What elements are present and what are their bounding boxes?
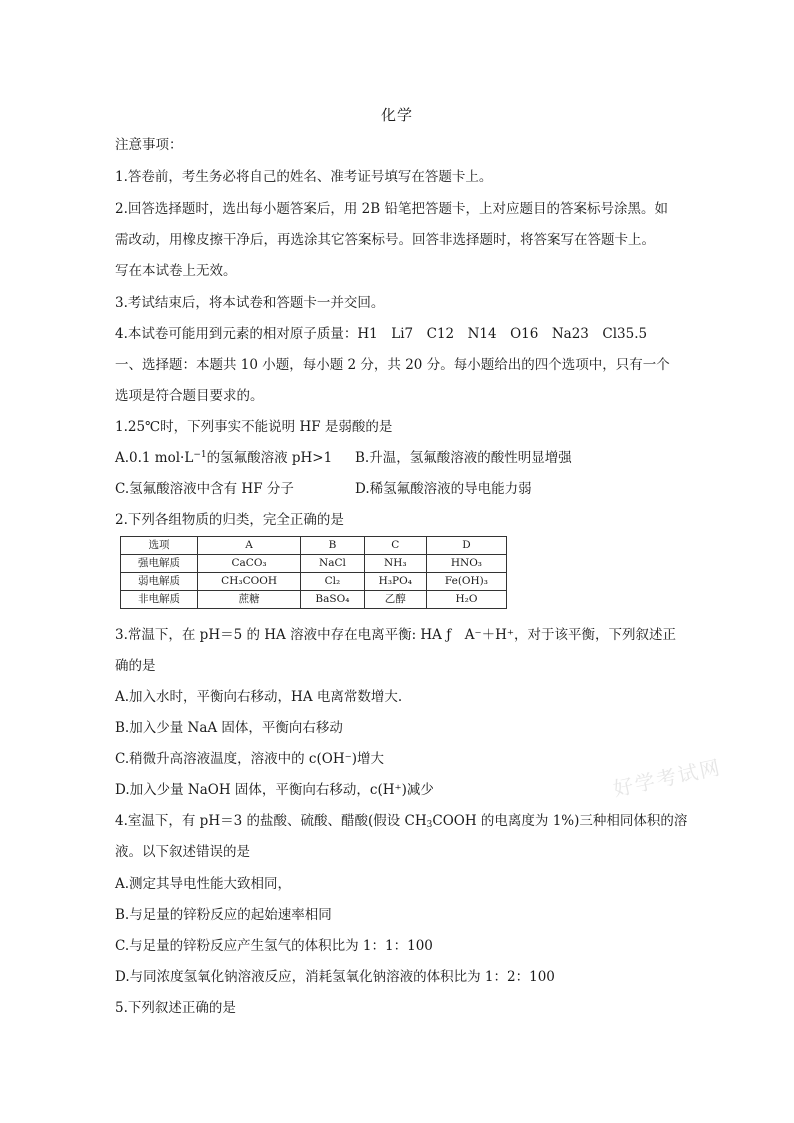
- table-cell: 乙醇: [364, 591, 426, 609]
- q4-option-d: D.与同浓度氢氧化钠溶液反应，消耗氢氧化钠溶液的体积比为 1：2：100: [115, 969, 555, 985]
- page-title: 化学: [380, 106, 413, 124]
- table-cell: NH₃: [364, 555, 426, 573]
- table-row: [121, 573, 507, 591]
- q4-stem: 4.室温下，有 pH＝3 的盐酸、硫酸、醋酸(假设 $CH_3COOH$ 的电离度为 1%)三种相同体积的溶: [115, 813, 688, 830]
- table-cell: NaCl: [301, 555, 365, 573]
- section-heading-cont: 选项是符合题目要求的。: [115, 388, 264, 404]
- watermark: 好学考试网: [611, 754, 724, 802]
- table-cell: Fe(OH)₃: [426, 573, 506, 591]
- table-cell: BaSO₄: [301, 591, 365, 609]
- q3-option-a: A.加入水时，平衡向右移动，HA 电离常数增大.: [115, 689, 403, 705]
- table-cell: HNO₃: [426, 555, 506, 573]
- table-cell: CH₃COOH: [198, 573, 301, 591]
- q4-option-b: B.与足量的锌粉反应的起始速率相同: [115, 907, 332, 923]
- table-cell: H₃PO₄: [364, 573, 426, 591]
- notice-heading: 注意事项：: [115, 137, 183, 153]
- table-header-cell: A: [198, 537, 301, 555]
- notice-item-4: 4.本试卷可能用到元素的相对原子质量：H1 Li7 C12 N14 O16 Na23 Cl35.5: [115, 326, 648, 342]
- classification-table: [120, 536, 507, 609]
- q4-option-a: A.测定其导电性能大致相同，: [115, 876, 292, 892]
- notice-item-2-cont: 需改动，用橡皮擦干净后，再选涂其它答案标号。回答非选择题时，将答案写在答题卡上。: [115, 232, 655, 248]
- q1-stem: 1.25℃时，下列事实不能说明 HF 是弱酸的是: [115, 419, 393, 435]
- q5-stem: 5.下列叙述正确的是: [115, 1000, 236, 1016]
- table-header-row: [121, 537, 507, 555]
- table-header-cell: D: [426, 537, 506, 555]
- notice-item-3: 3.考试结束后，将本试卷和答题卡一并交回。: [115, 295, 385, 311]
- table-cell: 强电解质: [121, 555, 198, 573]
- q1-option-a: A.0.1 $mol\cdot L^{-1}$的氢氟酸溶液 pH>1: [115, 450, 333, 466]
- table-cell: Cl₂: [301, 573, 365, 591]
- q2-stem: 2.下列各组物质的归类，完全正确的是: [115, 512, 344, 528]
- table-header-cell: 选项: [121, 537, 198, 555]
- section-heading: 一、选择题：本题共 10 小题，每小题 2 分，共 20 分。每小题给出的四个选项中，只有一个: [115, 357, 670, 373]
- notice-item-2: 2.回答选择题时，选出每小题答案后，用 2B 铅笔把答题卡，上对应题目的答案标号涂黑。如: [115, 201, 668, 217]
- table-cell: 弱电解质: [121, 573, 198, 591]
- q3-option-c: C.稍微升高溶液温度，溶液中的 c(OH⁻)增大: [115, 751, 384, 767]
- table-cell: 蔗糖: [198, 591, 301, 609]
- table-row: [121, 555, 507, 573]
- table-row: [121, 591, 507, 609]
- q1-option-b: B.升温，氢氟酸溶液的酸性明显增强: [355, 450, 572, 466]
- table-cell: 非电解质: [121, 591, 198, 609]
- q3-option-b: B.加入少量 NaA 固体，平衡向右移动: [115, 720, 343, 736]
- q1-option-d: D.稀氢氟酸溶液的导电能力弱: [355, 481, 532, 497]
- q1-option-c: C.氢氟酸溶液中含有 HF 分子: [115, 481, 294, 497]
- q1-options-row-2: [115, 480, 715, 498]
- table-header-cell: C: [364, 537, 426, 555]
- q4-stem-cont: 液。以下叙述错误的是: [115, 844, 250, 860]
- q3-stem: 3.常温下，在 pH＝5 的 HA 溶液中存在电离平衡: HA ƒ A⁻＋H⁺，对于该平衡，下列叙述正: [115, 627, 676, 643]
- q1-options-row-1: [115, 449, 715, 467]
- notice-item-1: 1.答卷前，考生务必将自己的姓名、准考证号填写在答题卡上。: [115, 169, 493, 185]
- q3-stem-cont: 确的是: [115, 658, 156, 674]
- q3-option-d: D.加入少量 NaOH 固体，平衡向右移动，c(H⁺)减少: [115, 782, 434, 798]
- table-cell: H₂O: [426, 591, 506, 609]
- q4-option-c: C.与足量的锌粉反应产生氢气的体积比为 1：1：100: [115, 938, 433, 954]
- table-header-cell: B: [301, 537, 365, 555]
- notice-item-2-cont2: 写在本试卷上无效。: [115, 263, 237, 279]
- table-cell: CaCO₃: [198, 555, 301, 573]
